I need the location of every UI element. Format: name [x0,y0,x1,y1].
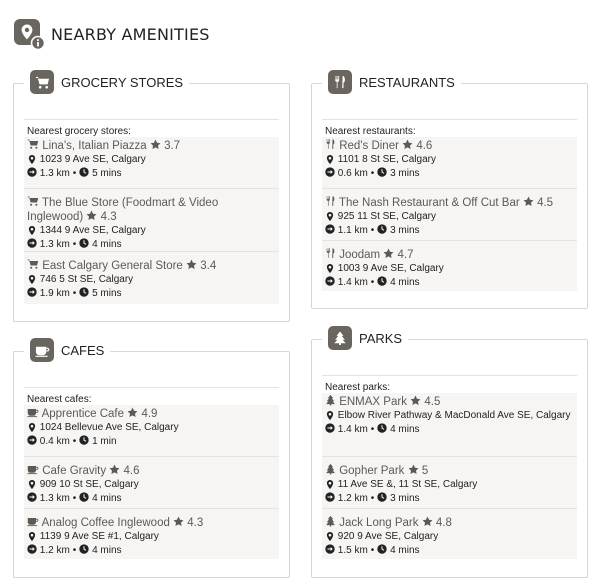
place-distance: 1.9 km [39,288,70,299]
place-item[interactable]: Gopher Park 5 11 Ave SE &, 11 St SE, Calgary 1.2 km • 3 mins [322,457,577,509]
place-rating: 4.5 [424,396,441,408]
place-rating: 4.6 [123,465,140,477]
direction-arrow-icon [27,492,37,502]
place-item[interactable]: Joodam 4.7 1003 9 Ave SE, Calgary 1.4 km • 4 mins [322,241,577,291]
star-icon [410,395,421,406]
place-address: 920 9 Ave SE, Calgary [337,531,439,542]
star-icon [186,259,197,270]
utensils-icon [325,195,336,207]
place-name[interactable]: Lina's, Italian Piazza [42,140,147,152]
cafes-section [13,342,290,578]
direction-arrow-icon [325,423,335,433]
coffee-icon [27,463,39,475]
cart-icon [27,258,39,270]
star-icon [109,464,120,475]
cart-icon [27,138,39,150]
place-name[interactable]: Apprentice Cafe [41,408,125,420]
place-name[interactable]: East Calgary General Store [42,260,183,272]
place-item[interactable]: Cafe Gravity 4.6 909 10 St SE, Calgary 1.3 km • 4 mins [24,457,279,509]
place-address: 1344 9 Ave SE, Calgary [39,225,146,236]
direction-arrow-icon [325,544,335,554]
place-name[interactable]: Analog Coffee Inglewood [41,517,170,529]
place-distance: 1.3 km [39,168,70,179]
tree-icon [325,394,336,406]
clock-icon [79,287,89,297]
place-address: 1023 9 Ave SE, Calgary [39,154,146,165]
direction-arrow-icon [27,238,37,248]
star-icon [402,139,413,150]
place-rating: 5 [421,465,429,477]
section-title: GROCERY STORES [61,74,184,90]
page-title: NEARBY AMENITIES [51,24,210,44]
star-icon [408,464,419,475]
cafes-section-header [24,338,110,362]
place-address: 11 Ave SE &, 11 St SE, Calgary [337,479,478,490]
place-name[interactable]: Cafe Gravity [42,465,107,477]
place-rating: 4.7 [397,249,414,261]
place-time: 3 mins [390,168,420,179]
clock-icon [377,224,387,234]
direction-arrow-icon [325,276,335,286]
clock-icon [377,544,387,554]
place-time: 5 mins [92,168,122,179]
map-pin-icon [325,479,335,490]
tree-icon [328,326,352,350]
place-rating: 4.9 [141,408,158,420]
section-intro: Nearest parks: [322,375,577,393]
place-address: 1024 Bellevue Ave SE, Calgary [39,422,179,433]
place-rating: 4.3 [187,517,204,529]
place-time: 4 mins [390,424,420,435]
clock-icon [377,423,387,433]
place-item[interactable]: Red's Diner 4.6 1101 8 St SE, Calgary 0.6 km • 3 mins [322,137,577,189]
place-item[interactable]: Jack Long Park 4.8 920 9 Ave SE, Calgary 1.5 km • 4 mins [322,509,577,559]
restaurants-section [311,74,588,309]
map-pin-icon [27,479,37,490]
tree-icon [325,463,336,475]
star-icon [523,196,534,207]
star-icon [150,139,161,150]
clock-icon [377,167,387,177]
place-item[interactable]: Apprentice Cafe 4.9 1024 Bellevue Ave SE, Calgary 0.4 km • 1 min [24,405,279,457]
place-distance: 1.2 km [39,545,70,556]
place-item[interactable]: The Blue Store (Foodmart & Video Inglewood) 4.3 1344 9 Ave SE, Calgary 1.3 km • 4 mins [24,189,279,252]
place-rating: 3.7 [164,140,181,152]
map-pin-icon [325,154,335,165]
direction-arrow-icon [27,435,37,445]
place-distance: 1.2 km [337,493,368,504]
place-distance: 0.6 km [337,168,368,179]
place-distance: 1.3 km [39,239,70,250]
map-pin-icon [325,410,335,421]
section-intro: Nearest grocery stores: [24,119,279,137]
cart-icon [30,70,54,94]
place-time: 4 mins [92,545,122,556]
place-distance: 1.3 km [39,493,70,504]
direction-arrow-icon [325,224,335,234]
place-item[interactable]: Analog Coffee Inglewood 4.3 1139 9 Ave SE #1, Calgary 1.2 km • 4 mins [24,509,279,559]
utensils-icon [328,70,352,94]
place-address: 1003 9 Ave SE, Calgary [337,263,444,274]
place-distance: 1.1 km [337,225,368,236]
place-distance: 1.4 km [337,424,368,435]
place-address: 1139 9 Ave SE #1, Calgary [39,531,159,542]
section-title: RESTAURANTS [359,74,455,90]
place-name[interactable]: Gopher Park [339,465,405,477]
section-title: PARKS [359,330,403,346]
coffee-icon [27,406,39,418]
map-pin-icon [325,263,335,274]
section-title: CAFES [61,342,105,358]
direction-arrow-icon [27,167,37,177]
place-time: 4 mins [92,239,122,250]
place-time: 5 mins [92,288,122,299]
place-address: 909 10 St SE, Calgary [39,479,139,490]
place-rating: 3.4 [200,260,217,272]
map-pin-icon [27,225,37,236]
clock-icon [79,544,89,554]
star-icon [383,248,394,259]
place-address: 746 5 St SE, Calgary [39,274,134,285]
tree-icon [325,515,336,527]
place-rating: 4.3 [100,211,117,223]
map-pin-icon [27,274,37,285]
page-header [13,18,210,50]
place-time: 1 min [92,436,117,447]
place-rating: 4.6 [416,140,433,152]
direction-arrow-icon [27,287,37,297]
place-item[interactable]: ENMAX Park 4.5 Elbow River Pathway & MacDonald Ave SE, Calgary 1.4 km • 4 mins [322,393,577,457]
place-name[interactable]: Jack Long Park [339,517,419,529]
clock-icon [377,276,387,286]
clock-icon [377,492,387,502]
place-name[interactable]: Joodam [339,249,381,261]
restaurants-section-header [322,70,461,94]
place-distance: 0.4 km [39,436,70,447]
place-address: Elbow River Pathway & MacDonald Ave SE, Calgary [337,410,571,421]
map-pin-icon [27,154,37,165]
parks-section [311,330,588,578]
place-time: 4 mins [390,277,420,288]
place-rating: 4.8 [435,517,452,529]
star-icon [173,516,184,527]
map-pin-icon [325,531,335,542]
place-name[interactable]: Red's Diner [339,140,399,152]
place-item[interactable]: Lina's, Italian Piazza 3.7 1023 9 Ave SE, Calgary 1.3 km • 5 mins [24,137,279,189]
place-time: 3 mins [390,493,420,504]
parks-section-header [322,326,408,350]
map-pin-icon [27,422,37,433]
place-name[interactable]: The Nash Restaurant & Off Cut Bar [339,197,520,209]
place-address: 925 11 St SE, Calgary [337,211,436,222]
section-intro: Nearest restaurants: [322,119,577,137]
grocery-section-header [24,70,189,94]
place-item[interactable]: The Nash Restaurant & Off Cut Bar 4.5 925 11 St SE, Calgary 1.1 km • 3 mins [322,189,577,241]
place-time: 4 mins [390,545,420,556]
map-pin-icon [27,531,37,542]
star-icon [86,210,97,221]
utensils-icon [325,247,336,259]
place-time: 4 mins [92,493,122,504]
place-rating: 4.5 [537,197,554,209]
direction-arrow-icon [27,544,37,554]
coffee-icon [30,338,54,362]
place-name[interactable]: ENMAX Park [339,396,407,408]
star-icon [422,516,433,527]
place-item[interactable]: East Calgary General Store 3.4 746 5 St SE, Calgary 1.9 km • 5 mins [24,252,279,304]
grocery-stores-section [13,74,290,322]
coffee-icon [27,515,39,527]
map-pin-icon [325,211,335,222]
place-address: 1101 8 St SE, Calgary [337,154,436,165]
utensils-icon [325,138,336,150]
place-distance: 1.5 km [337,545,368,556]
cart-icon [27,195,39,207]
clock-icon [79,435,89,445]
location-info-icon [13,18,45,50]
star-icon [127,407,138,418]
direction-arrow-icon [325,492,335,502]
place-time: 3 mins [390,225,420,236]
clock-icon [79,167,89,177]
section-intro: Nearest cafes: [24,387,279,405]
place-distance: 1.4 km [337,277,368,288]
clock-icon [79,238,89,248]
place-name[interactable]: The Blue Store (Foodmart & Video Inglewood) [27,197,219,223]
direction-arrow-icon [325,167,335,177]
clock-icon [79,492,89,502]
